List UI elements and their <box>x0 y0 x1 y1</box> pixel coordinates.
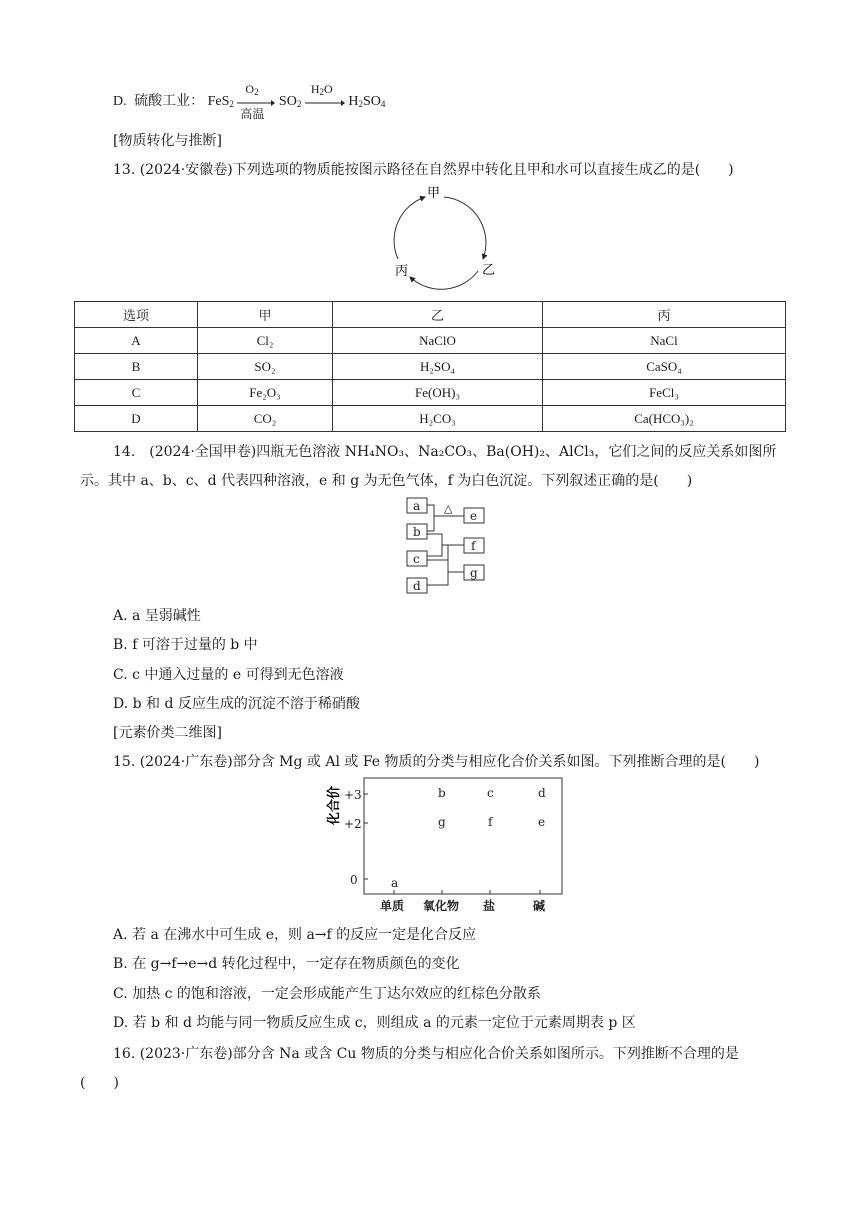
formula-fes2: FeS$_2$ <box>207 94 234 109</box>
table-cell: H₂CO₃ <box>333 406 543 432</box>
cycle-node-bing: 丙 <box>395 264 409 279</box>
q16-stem-line2: ( ) <box>80 1075 119 1091</box>
table-cell: CaSO₄ <box>543 354 786 380</box>
y-tick-plus3: +3 <box>344 788 362 802</box>
q14-stem-line1: 14. (2024·全国甲卷)四瓶无色溶液 NH₄NO₃、Na₂CO₃、Ba(OH)₂、AlCl₃，它们之间的反应关系如图所 <box>113 444 777 460</box>
section-heading-valence-chart: [元素价类二维图] <box>113 725 222 741</box>
q15-option-b: B. 在 g→f→e→d 转化过程中，一定存在物质颜色的变化 <box>113 956 460 972</box>
q14-option-c: C. c 中通入过量的 e 可得到无色溶液 <box>113 667 344 683</box>
option-label: D. <box>113 94 127 109</box>
section-heading-transformation: [物质转化与推断] <box>113 133 222 149</box>
table-cell: SO₂ <box>198 354 333 380</box>
q14-stem-line2: 示。其中 a、b、c、d 代表四种溶液，e 和 g 为无色气体，f 为白色沉淀。下列叙述正确的是( ) <box>80 473 693 489</box>
point-a: a <box>391 876 399 890</box>
formula-so2: $SO_2$ <box>278 94 302 109</box>
table-header-cell: 甲 <box>198 302 333 328</box>
table-cell: NaClO <box>333 328 543 354</box>
cycle-node-jia: 甲 <box>427 186 441 201</box>
table-cell: C <box>75 380 198 406</box>
node-a: a <box>413 499 421 513</box>
table-cell: FeCl₃ <box>543 380 786 406</box>
table-cell: NaCl <box>543 328 786 354</box>
node-b: b <box>413 525 421 539</box>
table-cell: Ca(HCO₃)₂ <box>543 406 786 432</box>
point-e: e <box>538 815 546 829</box>
node-f: f <box>471 539 476 553</box>
table-cell: CO₂ <box>198 406 333 432</box>
q14-option-d: D. b 和 d 反应生成的沉淀不溶于稀硝酸 <box>113 696 360 712</box>
x-tick-salt: 盐 <box>483 899 496 913</box>
reaction-arrow-1: $O_2$ 高温 <box>237 95 275 109</box>
table-cell: Fe(OH)₃ <box>333 380 543 406</box>
table-row <box>75 328 786 354</box>
q13-stem: 13. (2024·安徽卷)下列选项的物质能按图示路径在自然界中转化且甲和水可以直接生成乙的是( ) <box>113 162 734 178</box>
q12-option-d <box>113 81 386 121</box>
q16-stem-line1: 16. (2023·广东卷)部分含 Na 或含 Cu 物质的分类与相应化合价关系如图所示。下列推断不合理的是 <box>113 1046 739 1062</box>
option-text: 硫酸工业： <box>134 94 205 109</box>
point-g: g <box>438 815 446 829</box>
q14-reaction-diagram <box>402 494 492 598</box>
node-e: e <box>470 509 478 523</box>
node-g: g <box>470 566 478 580</box>
table-row <box>75 354 786 380</box>
table-row <box>75 380 786 406</box>
q13-cycle-diagram <box>380 183 500 295</box>
table-header-cell: 乙 <box>333 302 543 328</box>
x-tick-elemental: 单质 <box>380 899 405 913</box>
table-cell: Fe₂O₃ <box>198 380 333 406</box>
table-header-row <box>75 302 786 328</box>
point-b: b <box>438 786 446 800</box>
q15-stem: 15. (2024·广东卷)部分含 Mg 或 Al 或 Fe 物质的分类与相应化合价关系如图。下列推断合理的是( ) <box>113 754 760 770</box>
node-c: c <box>413 552 420 566</box>
table-cell: A <box>75 328 198 354</box>
cycle-node-yi: 乙 <box>482 263 496 278</box>
q15-valence-chart <box>322 775 567 915</box>
q13-options-table <box>74 301 786 432</box>
q15-option-c: C. 加热 c 的饱和溶液，一定会形成能产生丁达尔效应的红棕色分散系 <box>113 986 541 1002</box>
table-cell: B <box>75 354 198 380</box>
reaction-arrow-2: $H_2O$ <box>305 95 345 109</box>
y-tick-plus2: +2 <box>344 817 362 831</box>
y-axis-label: 化合价 <box>327 785 342 825</box>
table-header-cell: 丙 <box>543 302 786 328</box>
y-tick-0: 0 <box>350 873 358 887</box>
heat-symbol: △ <box>444 502 453 515</box>
point-f: f <box>488 815 493 829</box>
node-d: d <box>413 579 421 593</box>
q15-option-d: D. 若 b 和 d 均能与同一物质反应生成 c，则组成 a 的元素一定位于元素周期表 p 区 <box>113 1015 636 1031</box>
table-header-cell: 选项 <box>75 302 198 328</box>
q15-option-a: A. 若 a 在沸水中可生成 e，则 a→f 的反应一定是化合反应 <box>113 927 477 943</box>
table-row <box>75 406 786 432</box>
table-cell: D <box>75 406 198 432</box>
formula-h2so4: $H_2SO_4$ <box>348 94 386 109</box>
table-cell: H₂SO₄ <box>333 354 543 380</box>
q14-option-a: A. a 呈弱碱性 <box>113 608 201 624</box>
x-tick-base: 碱 <box>533 899 546 913</box>
point-d: d <box>538 786 546 800</box>
q14-option-b: B. f 可溶于过量的 b 中 <box>113 637 258 653</box>
table-cell: Cl₂ <box>198 328 333 354</box>
x-tick-oxide: 氧化物 <box>423 899 460 913</box>
point-c: c <box>487 786 494 800</box>
